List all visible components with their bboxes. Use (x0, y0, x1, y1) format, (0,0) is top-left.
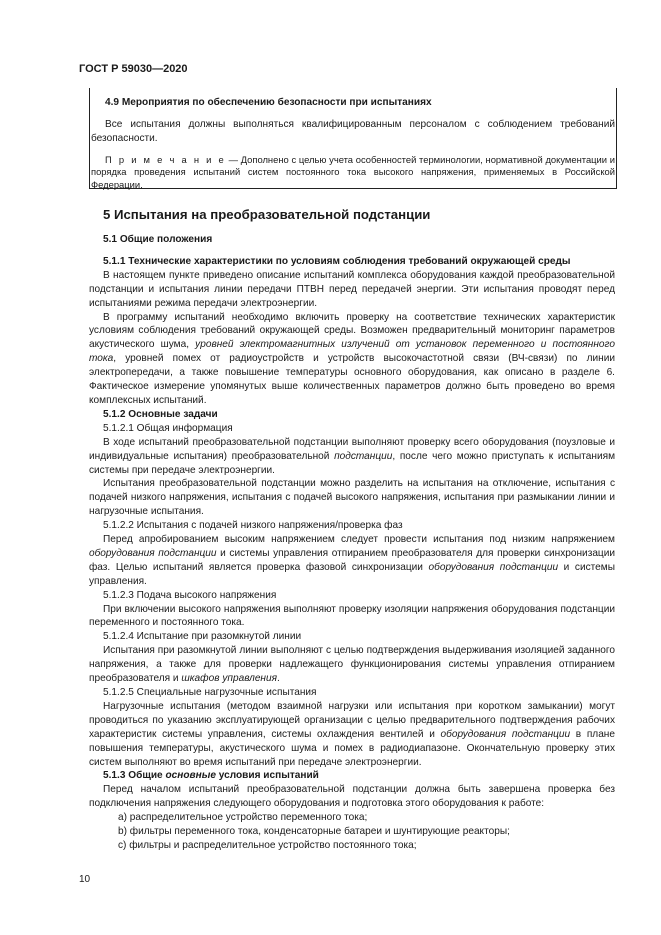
section-5-1-2-5-heading: 5.1.2.5 Специальные нагрузочные испытания (103, 687, 317, 698)
section-5-1-2-2-heading: 5.1.2.2 Испытания с подачей низкого напряжения/проверка фаз (103, 520, 403, 532)
paragraph-9: Перед началом испытаний преобразовательной подстанции должна быть завершена проверка без подключения напряжения следующего оборудования и подготовка этого оборудования к работе: (89, 784, 615, 810)
paragraph-6: При включении высокого напряжения выполняют проверку изоляции напряжения оборудования подстанции переменного и постоянного тока. (89, 603, 615, 629)
paragraph-5-italic-1: оборудования подстанции (89, 547, 217, 559)
section-5-1-1-heading: 5.1.1 Технические характеристики по условиям соблюдения требований окружающей среды (103, 255, 571, 267)
paragraph-8 (89, 700, 615, 770)
section-5-1-3-text-b: условия испытаний (215, 770, 319, 782)
paragraph-1: В настоящем пункте приведено описание испытаний комплекса оборудования каждой преобразовательной подстанции и испытания линии передачи ПТВН перед передачей энергии. Эти испытания проводят перед испытаниями режима передачи электроэнергии. (89, 269, 615, 309)
paragraph-8-text-a: Нагрузочные испытания (методом взаимной нагрузки или испытания при коротком замыкании) могут проводиться по указанию эксплуатирующей организации с целью предварительного подтверждения рабочих характеристик системы управления, системы охлаждения вентилей и (89, 700, 615, 740)
paragraph-3-text-a: В ходе испытаний преобразовательной подстанции выполняют проверку всего оборудования (поузловые и индивидуальные испытания) преобразовательной (89, 436, 615, 462)
main-content (89, 206, 615, 853)
safety-paragraph: Все испытания должны выполняться квалифицированным персоналом с соблюдением требований безопасности. (91, 118, 615, 144)
paragraph-8-text-b: в плане повышения температуры, акустического шума и помех в радиодиапазоне. Окончательную проверку этих систем выполняют во время испытаний при передаче электроэнергии. (89, 728, 615, 768)
paragraph-5-text-a: Перед апробированием высоким напряжением следует провести испытания под низким напряжением (103, 534, 615, 546)
section-5-1-3-heading (89, 769, 615, 783)
section-5-title: 5 Испытания на преобразовательной подстанции (103, 207, 431, 222)
paragraph-3 (89, 436, 615, 478)
section-5-1-heading: 5.1 Общие положения (103, 234, 213, 245)
section-5-1-2-1-heading: 5.1.2.1 Общая информация (103, 422, 233, 434)
list-item-c: c) фильтры и распределительное устройство постоянного тока; (118, 839, 417, 851)
paragraph-5-italic-2: оборудования подстанции (428, 561, 559, 573)
paragraph-2-text-b: , уровней помех от радиоустройств и устройств высокочастотной связи (ВЧ-связи) по линии электропередачи, а также повышение температуры основного оборудования, как описано в разделе 6. Фактическое измерение упомянутых выше количественных параметров должно быть проведено во время комплексных испытаний. (89, 353, 615, 406)
section-5-1-2-heading: 5.1.2 Основные задачи (103, 408, 218, 420)
paragraph-7-text-b: . (277, 673, 280, 685)
paragraph-5-text-b: и системы управления отпиранием преобразователя для проверки синхронизации фаз. Целью испытаний является проверка фазовой синхронизации (89, 547, 615, 573)
paragraph-2 (89, 311, 615, 408)
paragraph-3-text-b: , после чего можно приступать к испытаниям системы при передаче электроэнергии. (89, 450, 616, 476)
section-5-1-2-4-heading: 5.1.2.4 Испытание при разомкнутой линии (103, 631, 302, 643)
note-text: — Дополнено с целью учета особенностей терминологии, нормативной документации и порядка проведения испытаний систем постоянного тока высокого напряжения, применяемых в Российской Федерации. (91, 153, 615, 190)
section-5-1-3-italic: основные (165, 770, 216, 782)
paragraph-7-italic: шкафов управления (181, 673, 277, 685)
paragraph-3-italic: подстанции (334, 450, 393, 462)
list-item-b: b) фильтры переменного тока, конденсаторные батареи и шунтирующие реакторы; (118, 826, 510, 838)
paragraph-2-italic: уровней электромагнитных излучений от установок переменного и постоянного тока (89, 339, 616, 365)
paragraph-2-text-a: В программу испытаний необходимо включить проверку на соответствие технических характеристик условиям соблюдения требований окружающей среды. Возможен предварительный мониторинг параметров акустического шума, (89, 311, 615, 351)
amendment-box (89, 88, 617, 189)
page-number: 10 (79, 874, 91, 885)
section-5-1-3-text-a: 5.1.3 Общие (103, 770, 166, 782)
paragraph-5-text-c: и системы управления. (89, 561, 615, 587)
paragraph-4: Испытания преобразовательной подстанции можно разделить на испытания на отключение, испытания с подачей низкого напряжения, испытания с подачей высокого напряжения, испытания при размыкании линии и нагрузочные испытания. (89, 478, 615, 518)
note-paragraph (91, 154, 615, 191)
document-id-header: ГОСТ Р 59030—2020 (79, 63, 188, 75)
list-item-a: a) распределительное устройство переменного тока; (118, 812, 368, 824)
paragraph-7 (89, 644, 615, 686)
paragraph-5 (89, 533, 615, 589)
subsection-4-9-heading: 4.9 Мероприятия по обеспечению безопасности при испытаниях (105, 97, 432, 108)
section-5-1-2-3-heading: 5.1.2.3 Подача высокого напряжения (103, 589, 277, 601)
paragraph-7-text-a: Испытания при разомкнутой линии выполняют с целью подтверждения выдерживания изоляцией заданного напряжения, а также для проверки надлежащего функционирования системы управления отпиранием преобразователя и (89, 645, 615, 685)
paragraph-8-italic: оборудования подстанции (440, 728, 571, 740)
note-label: П р и м е ч а н и е (105, 153, 226, 165)
